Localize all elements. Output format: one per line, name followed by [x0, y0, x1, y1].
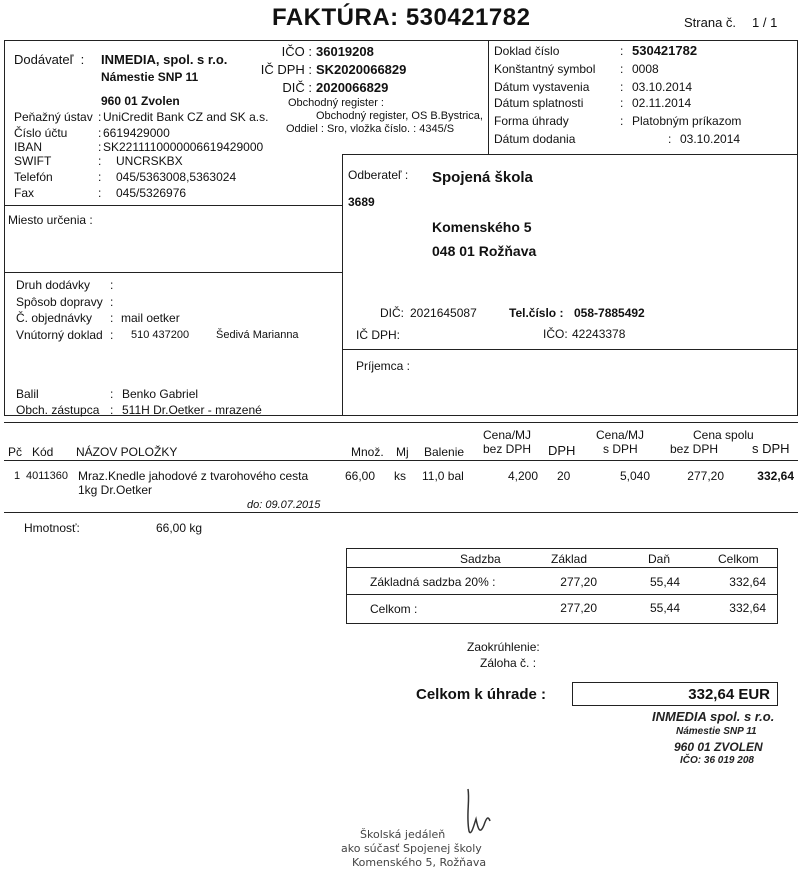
- colon: :: [110, 328, 114, 342]
- row-pack: 11,0 bal: [422, 469, 464, 483]
- fax-label: Fax: [14, 186, 35, 200]
- row-expiry: do: 09.07.2015: [247, 499, 321, 511]
- phone-label: Telefón: [14, 170, 53, 184]
- advance-label: Záloha č. :: [480, 656, 537, 670]
- vat-row-base: 277,20: [560, 575, 597, 589]
- col-pack: Balenie: [424, 445, 465, 459]
- col-vat: DPH: [548, 443, 576, 458]
- divider: [346, 594, 778, 595]
- stamp-line: ako súčasť Spojenej školy: [341, 842, 482, 855]
- fax-value: 045/5326976: [116, 186, 187, 200]
- swift-value: UNCRSKBX: [116, 154, 183, 168]
- divider: [342, 154, 343, 416]
- col-total-ex: bez DPH: [670, 442, 719, 456]
- colon: :: [620, 62, 624, 76]
- row-name-2: 1kg Dr.Oetker: [78, 483, 153, 497]
- colon: :: [98, 154, 102, 168]
- customer-label: Odberateľ :: [348, 168, 409, 182]
- row-price-inc: 5,040: [619, 469, 650, 483]
- ico-value: 36019208: [316, 44, 374, 59]
- invoice-title: FAKTÚRA: 530421782: [272, 4, 531, 31]
- col-total-inc: s DPH: [752, 441, 790, 456]
- colon: :: [110, 311, 114, 325]
- vat-row-total: 332,64: [729, 575, 766, 589]
- destination-label: Miesto určenia :: [8, 213, 93, 227]
- colon: :: [110, 278, 114, 292]
- register-line-3: Oddiel : Sro, vložka číslo. : 4345/S: [286, 123, 455, 135]
- amount-due-value: 332,64 EUR: [688, 686, 770, 703]
- customer-dic-value: 2021645087: [410, 306, 477, 320]
- colon: :: [620, 96, 624, 110]
- customer-street: Komenského 5: [432, 219, 532, 235]
- divider: [4, 205, 342, 206]
- colon: :: [98, 186, 102, 200]
- stamp-line: 960 01 ZVOLEN: [674, 740, 763, 754]
- divider: [342, 349, 798, 350]
- colon: :: [98, 170, 102, 184]
- vat-col-tax: Daň: [648, 552, 671, 566]
- register-line-2: Obchodný register, OS B.Bystrica,: [316, 110, 483, 122]
- col-qty: Množ.: [351, 445, 384, 459]
- dic-label: DIČ :: [282, 80, 312, 95]
- stamp-line: IČO: 36 019 208: [680, 755, 754, 766]
- packed-label: Balil: [16, 387, 39, 401]
- col-total-1: Cena spolu: [693, 428, 754, 442]
- col-pc: Pč: [8, 445, 23, 459]
- colon: :: [98, 110, 102, 124]
- vat-total-base: 277,20: [560, 601, 597, 615]
- amount-due-label: Celkom k úhrade :: [416, 686, 547, 703]
- phone-value: 045/5363008,5363024: [116, 170, 237, 184]
- row-code: 4011360: [26, 470, 69, 482]
- vat-col-base: Základ: [551, 552, 588, 566]
- colon: :: [98, 140, 102, 154]
- colon: :: [620, 80, 624, 94]
- rounding-label: Zaokrúhlenie:: [467, 640, 540, 654]
- customer-phone-label: Tel.číslo :: [509, 306, 564, 320]
- row-vat: 20: [557, 469, 571, 483]
- due-label: Dátum splatnosti: [494, 96, 584, 110]
- issued-value: 03.10.2014: [632, 80, 693, 94]
- divider: [4, 272, 342, 273]
- register-line-1: Obchodný register :: [288, 97, 384, 109]
- table-header-line: [4, 460, 798, 461]
- payment-value: Platobným príkazom: [632, 114, 742, 128]
- col-name: NÁZOV POLOŽKY: [76, 445, 178, 459]
- vat-row-tax: 55,44: [649, 575, 680, 589]
- account-label: Číslo účtu: [14, 126, 68, 140]
- ksym-label: Konštantný symbol: [494, 62, 596, 76]
- row-unit: ks: [394, 469, 406, 483]
- vat-total-label: Celkom :: [370, 602, 418, 616]
- customer-code: 3689: [348, 195, 375, 209]
- bank-label: Peňažný ústav: [14, 110, 93, 124]
- col-unit: Mj: [396, 445, 409, 459]
- delivery-date-label: Dátum dodania: [494, 132, 576, 146]
- iban-value: SK2211110000006619429000: [103, 140, 264, 154]
- ico-label: IČO :: [281, 44, 312, 59]
- page-label: Strana č.: [684, 15, 737, 30]
- dic-value: 2020066829: [316, 80, 389, 95]
- supplier-label: Dodávateľ :: [14, 52, 85, 67]
- stamp-line: INMEDIA spol. s r.o.: [652, 709, 775, 724]
- col-price-ex-1: Cena/MJ: [483, 428, 532, 442]
- col-price-inc-2: s DPH: [603, 442, 638, 456]
- colon: :: [98, 126, 102, 140]
- supplier-city: 960 01 Zvolen: [101, 94, 180, 108]
- packed-value: Benko Gabriel: [122, 387, 199, 401]
- swift-label: SWIFT: [14, 154, 52, 168]
- order-value: mail oetker: [121, 311, 180, 325]
- colon: :: [110, 295, 114, 309]
- row-pc: 1: [14, 470, 21, 482]
- delivery-date-value: 03.10.2014: [680, 132, 741, 146]
- recipient-label: Príjemca :: [356, 359, 411, 373]
- divider: [346, 567, 778, 568]
- customer-icdph-label: IČ DPH:: [356, 328, 401, 342]
- doc-number: 530421782: [632, 43, 698, 58]
- colon: :: [668, 132, 672, 146]
- row-qty: 66,00: [345, 469, 376, 483]
- colon: :: [620, 44, 624, 58]
- rep-label: Obch. zástupca: [16, 403, 100, 417]
- stamp-line: Námestie SNP 11: [676, 726, 757, 737]
- rep-value: 511H Dr.Oetker - mrazené: [122, 403, 262, 417]
- doc-label: Doklad číslo: [494, 44, 560, 58]
- internal-doc-person: Šedivá Marianna: [216, 329, 299, 341]
- colon: :: [620, 114, 624, 128]
- transport-label: Spôsob dopravy: [16, 295, 103, 309]
- row-total-inc: 332,64: [757, 469, 794, 483]
- customer-ico-label: IČO:: [543, 327, 568, 341]
- weight-value: 66,00 kg: [156, 521, 203, 535]
- account-value: 6619429000: [103, 126, 170, 140]
- divider: [488, 154, 798, 155]
- divider: [342, 154, 489, 155]
- stamp-line: Komenského 5, Rožňava: [352, 856, 487, 869]
- delivery-kind-label: Druh dodávky: [16, 278, 91, 292]
- bank-value: UniCredit Bank CZ and SK a.s.: [103, 110, 269, 124]
- customer-city: 048 01 Rožňava: [432, 243, 537, 259]
- supplier-name: INMEDIA, spol. s r.o.: [101, 52, 228, 67]
- page-number: 1 / 1: [752, 15, 778, 30]
- customer-ico-value: 42243378: [572, 327, 626, 341]
- customer-phone-value: 058-7885492: [574, 306, 645, 320]
- supplier-street: Námestie SNP 11: [101, 70, 199, 84]
- internal-doc-label: Vnútorný doklad: [16, 328, 103, 342]
- internal-doc-value: 510 437200: [131, 329, 190, 341]
- stamp-line: Školská jedáleň: [360, 828, 446, 841]
- ksym-value: 0008: [632, 62, 659, 76]
- vat-row-label: Základná sadzba 20% :: [370, 575, 496, 589]
- row-price-ex: 4,200: [507, 469, 538, 483]
- payment-label: Forma úhrady: [494, 114, 569, 128]
- due-value: 02.11.2014: [632, 96, 692, 110]
- colon: :: [110, 387, 114, 401]
- row-total-ex: 277,20: [687, 469, 724, 483]
- order-label: Č. objednávky: [16, 311, 93, 325]
- signature-icon: [456, 785, 496, 845]
- vat-total-tax: 55,44: [649, 601, 680, 615]
- table-top-line: [4, 422, 798, 423]
- colon: :: [110, 403, 114, 417]
- table-bottom-line: [4, 512, 798, 513]
- col-code: Kód: [32, 445, 54, 459]
- col-price-ex-2: bez DPH: [483, 442, 532, 456]
- iban-label: IBAN: [14, 140, 43, 154]
- icdph-value: SK2020066829: [316, 62, 407, 77]
- customer-dic-label: DIČ:: [380, 306, 404, 320]
- issued-label: Dátum vystavenia: [494, 80, 590, 94]
- vat-col-rate: Sadzba: [460, 552, 501, 566]
- customer-name: Spojená škola: [432, 169, 533, 186]
- vat-col-total: Celkom: [718, 552, 759, 566]
- row-name-1: Mraz.Knedle jahodové z tvarohového cesta: [78, 469, 309, 483]
- divider: [488, 40, 489, 154]
- col-price-inc-1: Cena/MJ: [596, 428, 645, 442]
- icdph-label: IČ DPH :: [260, 62, 312, 77]
- vat-total-total: 332,64: [729, 601, 766, 615]
- weight-label: Hmotnosť:: [24, 521, 80, 535]
